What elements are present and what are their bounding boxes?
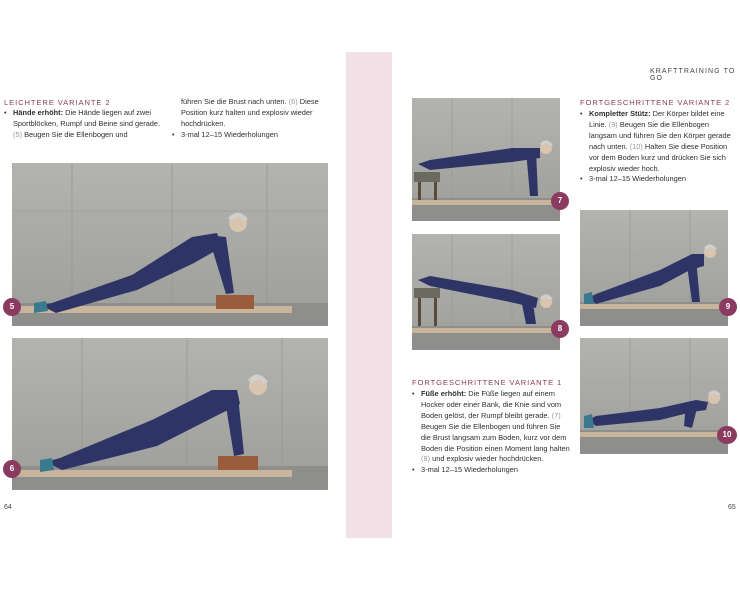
exercise-photo-5 <box>12 163 328 326</box>
repetitions-item: • 3-mal 12–15 Wiederholungen <box>580 174 732 185</box>
exercise-photo-9 <box>580 210 728 326</box>
step-badge-10: 10 <box>717 426 737 444</box>
left-text-column-2: führen Sie die Brust nach unten. (6) Diese Position kurz halten und explosiv wieder hochdrücken. • 3-mal 12–15 Wiederholungen <box>172 97 332 141</box>
exercise-photo-7 <box>412 98 560 221</box>
step-badge-7: 7 <box>551 192 569 210</box>
step-badge-9: 9 <box>719 298 737 316</box>
step-badge-8: 8 <box>551 320 569 338</box>
page-number-right: 65 <box>728 504 736 511</box>
heading-leichtere-variante-2: LEICHTERE VARIANTE 2 <box>4 98 111 107</box>
repetitions-item: • 3-mal 12–15 Wiederholungen <box>412 465 570 476</box>
repetitions-item: • 3-mal 12–15 Wiederholungen <box>172 130 332 141</box>
left-text-column-1 <box>4 108 164 141</box>
step-badge-5: 5 <box>3 298 21 316</box>
running-head: KRAFTTRAINING TO GO <box>650 68 736 82</box>
adv1-text <box>412 389 570 476</box>
step-badge-6: 6 <box>3 460 21 478</box>
exercise-photo-8 <box>412 234 560 350</box>
heading-fortgeschrittene-variante-1: FORTGESCHRITTENE VARIANTE 1 <box>412 378 563 387</box>
page-gutter <box>346 52 392 538</box>
heading-fortgeschrittene-variante-2: FORTGESCHRITTENE VARIANTE 2 <box>580 98 731 107</box>
instruction-item: • Füße erhöht: Die Füße liegen auf einem Hocker oder einer Bank, die Knie sind vom Boden gelöst, der Rumpf bleibt gerade. (7) Beugen Sie die Ellenbogen und führen Sie die Brust langsam zum Boden, kurz vor dem Boden die Position einen Moment lang halten (8) und explosiv wieder hochdrücken. <box>412 389 570 465</box>
right-page <box>392 0 740 592</box>
adv2-text <box>580 109 732 185</box>
instruction-item: • Hände erhöht: Die Hände liegen auf zwei Sportblöcken, Rumpf und Beine sind gerade. (5) Beugen Sie die Ellenbogen und <box>4 108 164 141</box>
instruction-item: • Kompletter Stütz: Der Körper bildet eine Linie. (9) Beugen Sie die Ellenbogen langsam und führen Sie den Körper gerade nach unten. (10) Halten Sie diese Position vor dem Boden kurz und drücken Sie sich explosiv wieder hoch. <box>580 109 732 174</box>
left-page <box>0 0 346 592</box>
exercise-photo-6 <box>12 338 328 490</box>
page-number-left: 64 <box>4 504 12 511</box>
exercise-photo-10 <box>580 338 728 454</box>
